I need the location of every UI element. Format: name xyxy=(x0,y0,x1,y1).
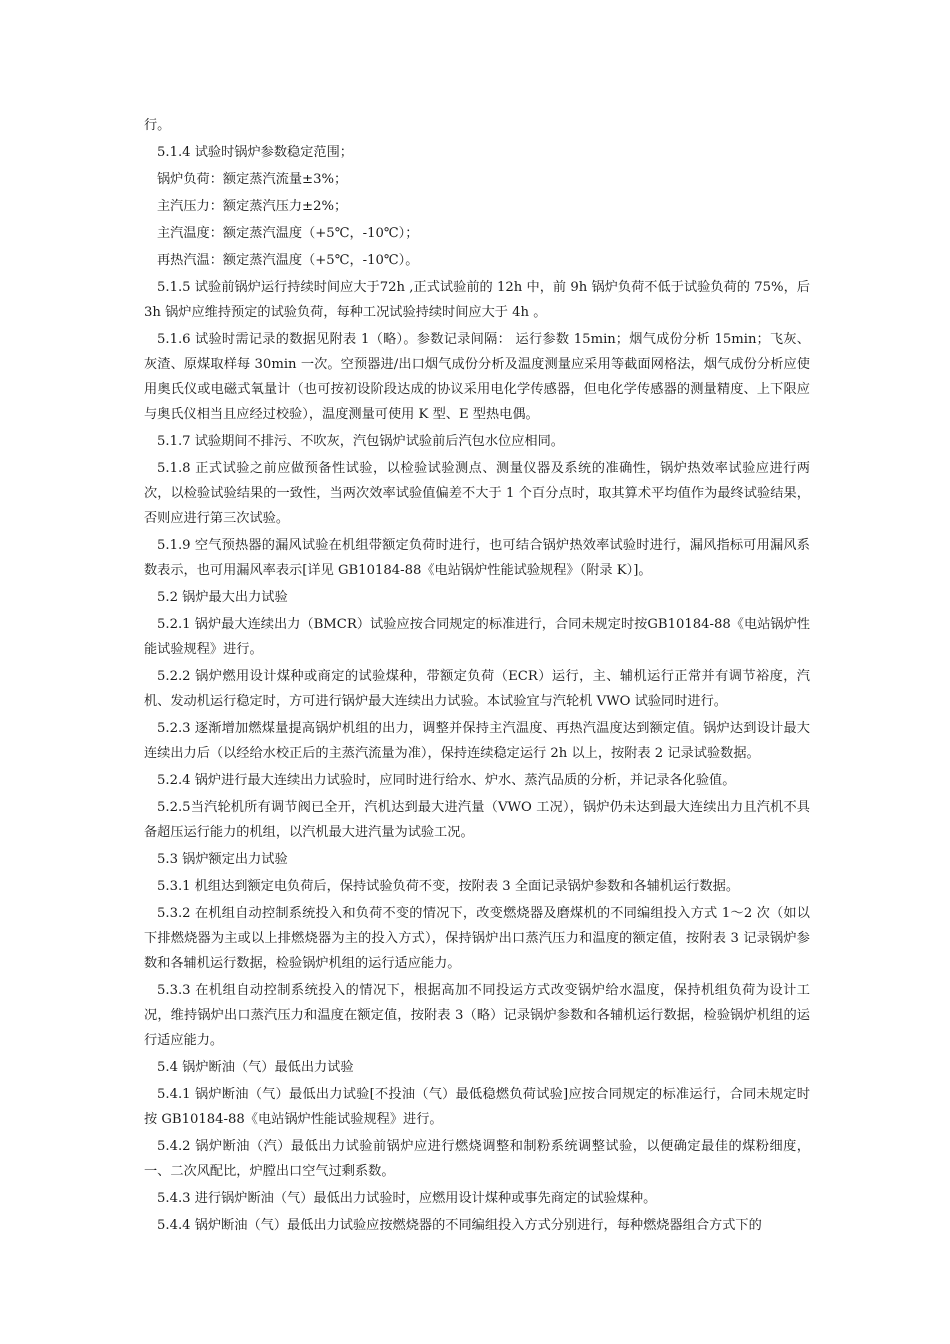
paragraph-5-4-1: 5.4.1 锅炉断油（气）最低出力试验[不投油（气）最低稳燃负荷试验]应按合同规定的标准运行，合同未规定时按 GB10184-88《电站锅炉性能试验规程》进行。 xyxy=(144,1087,810,1127)
paragraph-5-2-1: 5.2.1 锅炉最大连续出力（BMCR）试验应按合同规定的标准进行，合同未规定时按GB10184-88《电站锅炉性能试验规程》进行。 xyxy=(144,617,810,657)
paragraph-5-2-4: 5.2.4 锅炉进行最大连续出力试验时，应同时进行给水、炉水、蒸汽品质的分析，并记录各化验值。 xyxy=(157,773,736,788)
paragraph-5-1-9: 5.1.9 空气预热器的漏风试验在机组带额定负荷时进行，也可结合锅炉热效率试验时进行，漏风指标可用漏风系数表示，也可用漏风率表示[详见 GB10184-88《电站锅炉性能试验规程》（附录 K）]。 xyxy=(144,538,810,578)
list-item-reheat-temperature: 再热汽温：额定蒸汽温度（+5℃，-10℃）。 xyxy=(157,253,419,268)
paragraph-5-4-4: 5.4.4 锅炉断油（气）最低出力试验应按燃烧器的不同编组投入方式分别进行，每种燃烧器组合方式下的 xyxy=(157,1218,762,1233)
paragraph-5-1-6: 5.1.6 试验时需记录的数据见附表 1（略）。参数记录间隔： 运行参数 15min；烟气成份分析 15min；飞灰、灰渣、原煤取样每 30min 一次。空预器进/出口烟气成份分析及温度测量应采用等截面网格法，烟气成份分析应使用奥氏仪或电磁式氧量计（也可按初设阶段达成的协议采用电化学传感器，但电化学传感器的测量精度、上下限应与奥氏仪相当且应经过校验），温度测量可使用 K 型、E 型热电偶。 xyxy=(144,332,810,422)
paragraph-5-3-1: 5.3.1 机组达到额定电负荷后，保持试验负荷不变，按附表 3 全面记录锅炉参数和各辅机运行数据。 xyxy=(157,879,740,894)
paragraph-5-4-2: 5.4.2 锅炉断油（汽）最低出力试验前锅炉应进行燃烧调整和制粉系统调整试验，以便确定最佳的煤粉细度，一、二次风配比，炉膛出口空气过剩系数。 xyxy=(144,1139,810,1179)
document-body xyxy=(144,113,810,1240)
paragraph-continuation: 行。 xyxy=(144,118,171,133)
list-item-main-steam-temperature: 主汽温度：额定蒸汽温度（+5℃，-10℃）； xyxy=(157,226,419,241)
paragraph-5-2-5: 5.2.5当汽轮机所有调节阀已全开，汽机达到最大进汽量（VWO 工况），锅炉仍未达到最大连续出力且汽机不具备超压运行能力的机组，以汽机最大进汽量为试验工况。 xyxy=(144,800,810,840)
paragraph-5-1-7: 5.1.7 试验期间不排污、不吹灰，汽包锅炉试验前后汽包水位应相同。 xyxy=(157,434,564,449)
section-heading-5-4: 5.4 锅炉断油（气）最低出力试验 xyxy=(157,1060,354,1075)
paragraph-5-3-3: 5.3.3 在机组自动控制系统投入的情况下，根据高加不同投运方式改变锅炉给水温度，保持机组负荷为设计工况，维持锅炉出口蒸汽压力和温度在额定值，按附表 3（略）记录锅炉参数和各辅机运行数据，检验锅炉机组的运行适应能力。 xyxy=(144,983,810,1048)
paragraph-5-4-3: 5.4.3 进行锅炉断油（气）最低出力试验时，应燃用设计煤种或事先商定的试验煤种。 xyxy=(157,1191,657,1206)
list-item-main-steam-pressure: 主汽压力：额定蒸汽压力±2%； xyxy=(157,199,348,214)
paragraph-5-2-2: 5.2.2 锅炉燃用设计煤种或商定的试验煤种，带额定负荷（ECR）运行，主、辅机运行正常并有调节裕度，汽机、发动机运行稳定时，方可进行锅炉最大连续出力试验。本试验宜与汽轮机 VWO 试验同时进行。 xyxy=(144,669,810,709)
paragraph-5-3-2: 5.3.2 在机组自动控制系统投入和负荷不变的情况下，改变燃烧器及磨煤机的不同编组投入方式 1～2 次（如以下排燃烧器为主或以上排燃烧器为主的投入方式），保持锅炉出口蒸汽压力和温度的额定值，按附表 3 记录锅炉参数和各辅机运行数据，检验锅炉机组的运行适应能力。 xyxy=(144,906,810,971)
list-item-boiler-load: 锅炉负荷：额定蒸汽流量±3%； xyxy=(157,172,348,187)
paragraph-5-1-5: 5.1.5 试验前锅炉运行持续时间应大于72h ,正式试验前的 12h 中，前 9h 锅炉负荷不低于试验负荷的 75%，后 3h 锅炉应维持预定的试验负荷，每种工况试验持续时间应大于 4h 。 xyxy=(144,280,810,320)
section-heading-5-3: 5.3 锅炉额定出力试验 xyxy=(157,852,288,867)
paragraph-5-1-4: 5.1.4 试验时锅炉参数稳定范围； xyxy=(157,145,353,160)
paragraph-5-2-3: 5.2.3 逐渐增加燃煤量提高锅炉机组的出力，调整并保持主汽温度、再热汽温度达到额定值。锅炉达到设计最大连续出力后（以经给水校正后的主蒸汽流量为准），保持连续稳定运行 2h 以上，按附表 2 记录试验数据。 xyxy=(144,721,810,761)
paragraph-5-1-8: 5.1.8 正式试验之前应做预备性试验，以检验试验测点、测量仪器及系统的准确性，锅炉热效率试验应进行两次，以检验试验结果的一致性，当两次效率试验值偏差不大于 1 个百分点时，取其算术平均值作为最终试验结果，否则应进行第三次试验。 xyxy=(144,461,810,526)
section-heading-5-2: 5.2 锅炉最大出力试验 xyxy=(157,590,288,605)
